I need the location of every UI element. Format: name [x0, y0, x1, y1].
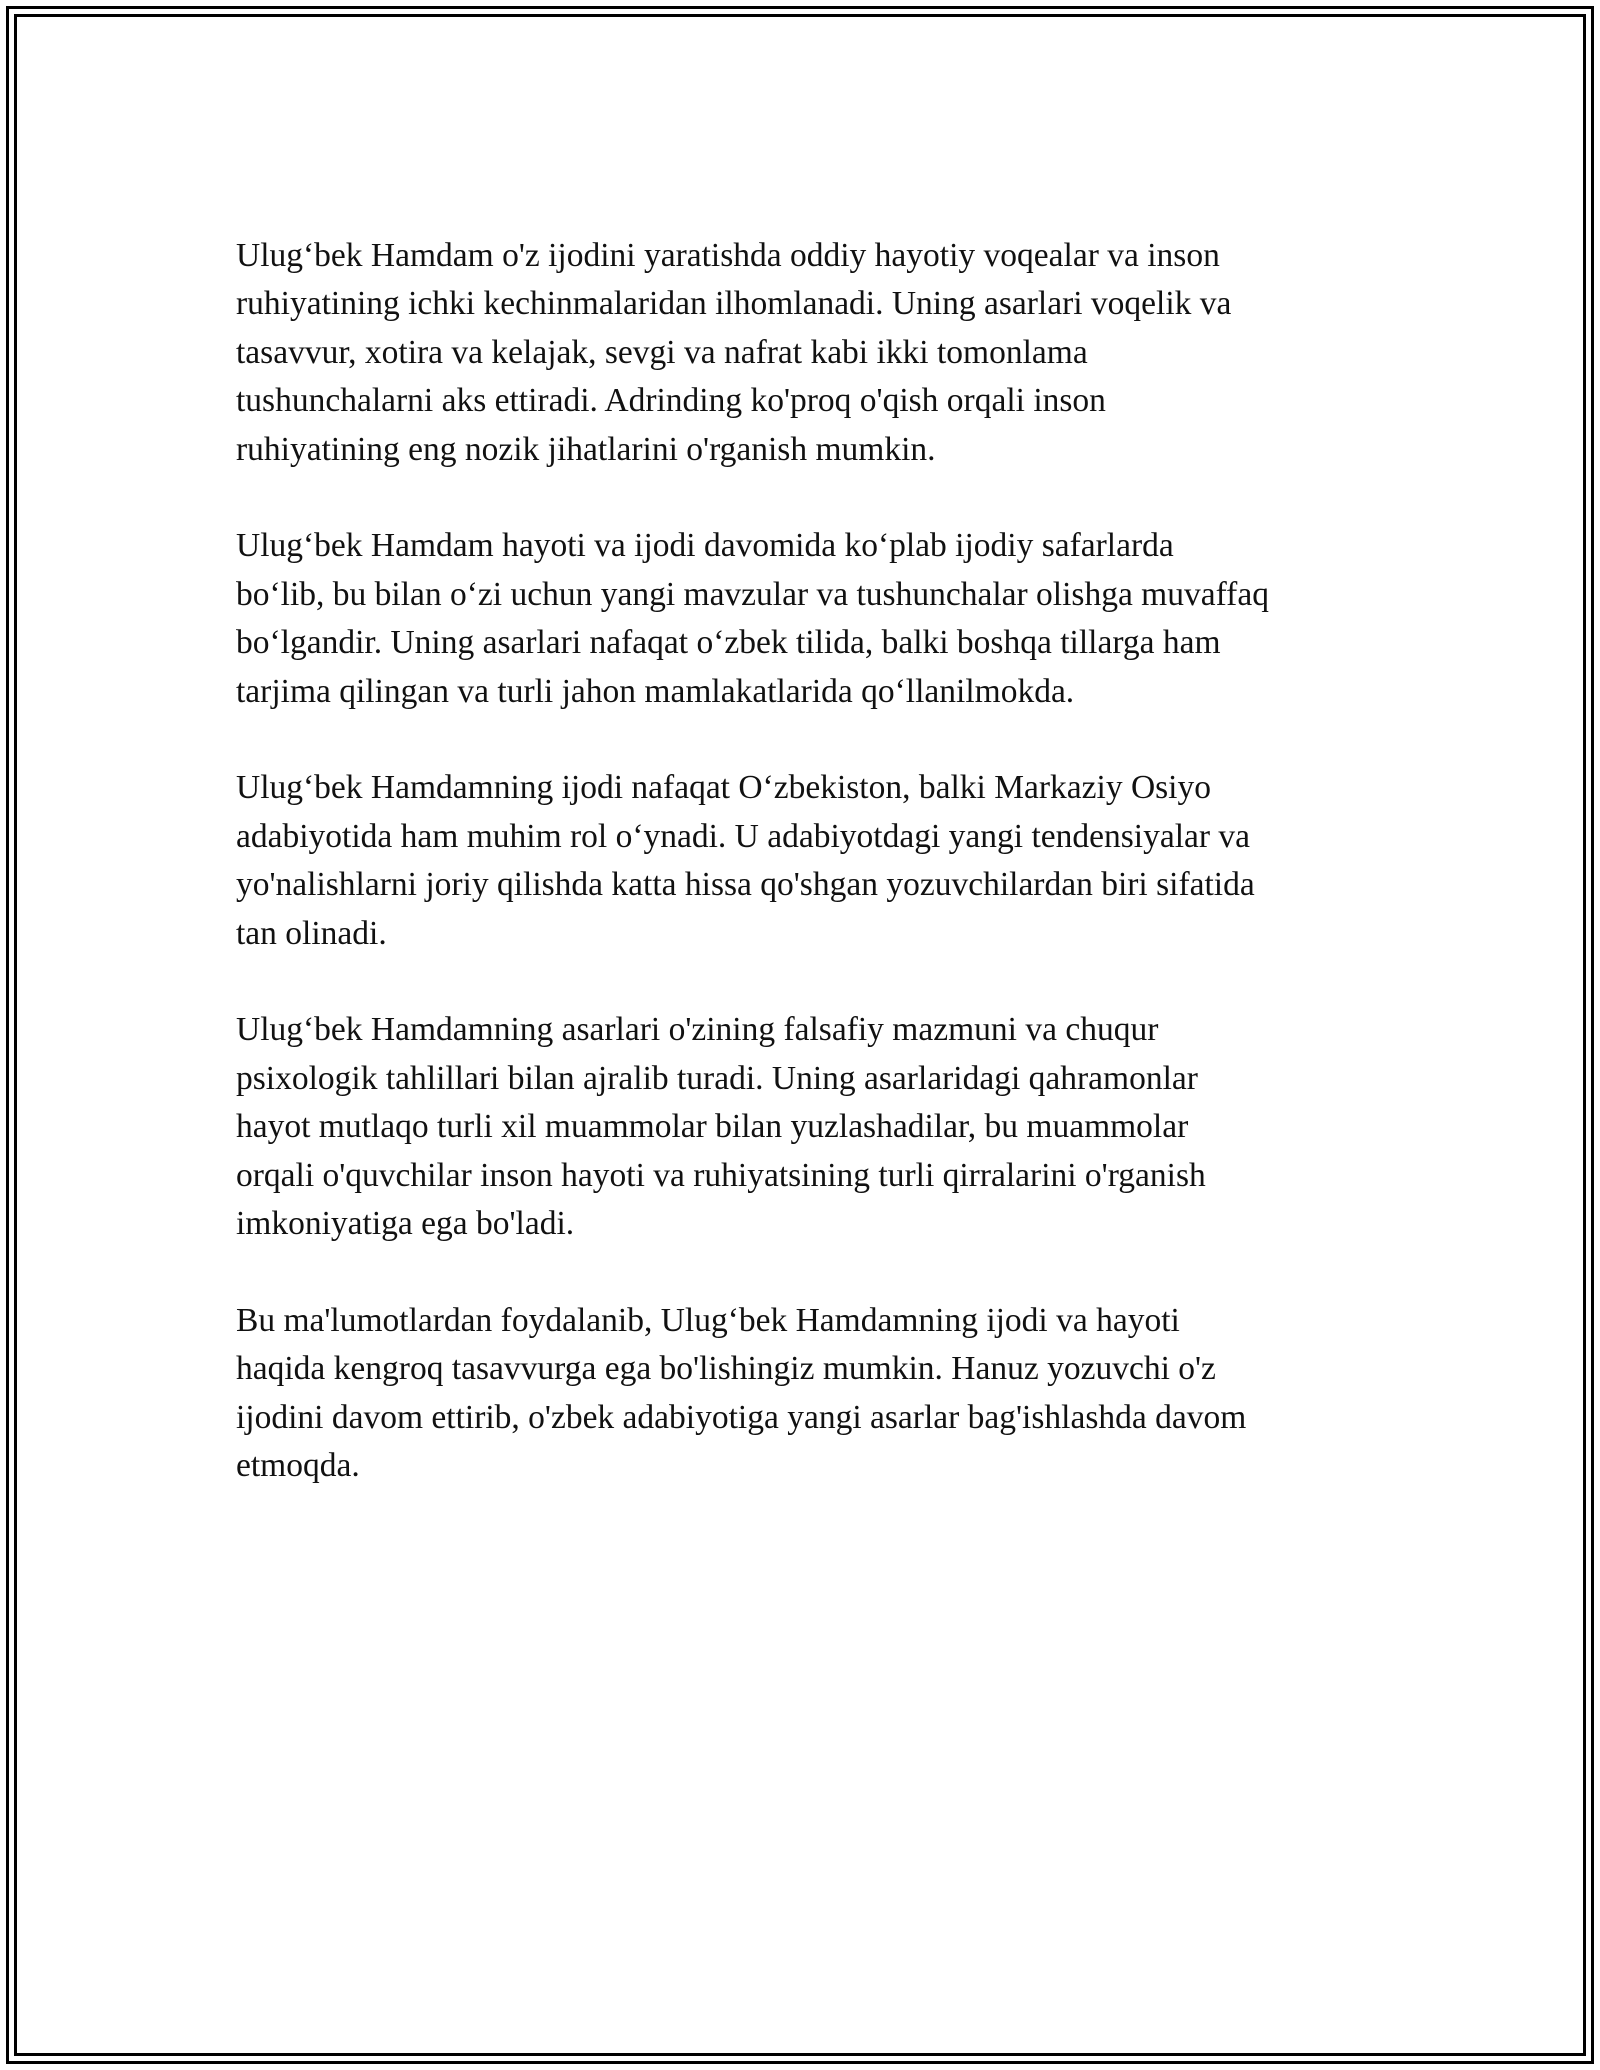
text-line: Ulug‘bek Hamdamning asarlari o'zining falsafiy mazmuni va chuqur [236, 1011, 1159, 1049]
text-line: orqali o'quvchilar inson hayoti va ruhiyatsining turli qirralarini o'rganish [236, 1156, 1206, 1194]
document-body [236, 232, 1386, 1539]
text-line: psixologik tahlillari bilan ajralib turadi. Uning asarlaridagi qahramonlar [236, 1059, 1198, 1097]
text-line: tasavvur, xotira va kelajak, sevgi va nafrat kabi ikki tomonlama [236, 333, 1088, 371]
text-line: bo‘lib, bu bilan o‘zi uchun yangi mavzular va tushunchalar olishga muvaffaq [236, 575, 1269, 613]
text-line: tarjima qilingan va turli jahon mamlakatlarida qo‘llanilmokda. [236, 672, 1075, 710]
text-line: adabiyotida ham muhim rol o‘ynadi. U adabiyotdagi yangi tendensiyalar va [236, 817, 1251, 855]
text-line: imkoniyatiga ega bo'ladi. [236, 1205, 575, 1243]
text-line: hayot mutlaqo turli xil muammolar bilan yuzlashadilar, bu muammolar [236, 1108, 1189, 1146]
paragraph-2 [236, 522, 1386, 716]
paragraph-5 [236, 1297, 1386, 1491]
text-line: etmoqda. [236, 1447, 360, 1485]
text-line: tushunchalarni aks ettiradi. Adrinding ko'proq o'qish orqali inson [236, 382, 1106, 420]
text-line: Ulug‘bek Hamdam o'z ijodini yaratishda oddiy hayotiy voqealar va inson [236, 237, 1220, 274]
text-line: ruhiyatining ichki kechinmalaridan ilhomlanadi. Uning asarlari voqelik va [236, 285, 1232, 323]
text-line: ruhiyatining eng nozik jihatlarini o'rganish mumkin. [236, 430, 936, 468]
text-line: ijodini davom ettirib, o'zbek adabiyotiga yangi asarlar bag'ishlashda davom [236, 1398, 1247, 1436]
text-line: bo‘lgandir. Uning asarlari nafaqat o‘zbek tilida, balki boshqa tillarga ham [236, 624, 1221, 662]
text-line: Ulug‘bek Hamdamning ijodi nafaqat O‘zbekiston, balki Markaziy Osiyo [236, 769, 1211, 807]
paragraph-1 [236, 232, 1386, 474]
text-line: Bu ma'lumotlardan foydalanib, Ulug‘bek Hamdamning ijodi va hayoti [236, 1301, 1180, 1339]
text-line: yo'nalishlarni joriy qilishda katta hissa qo'shgan yozuvchilardan biri sifatida [236, 866, 1255, 904]
text-line: Ulug‘bek Hamdam hayoti va ijodi davomida ko‘plab ijodiy safarlarda [236, 527, 1174, 565]
text-line: haqida kengroq tasavvurga ega bo'lishingiz mumkin. Hanuz yozuvchi o'z [236, 1350, 1216, 1388]
paragraph-3 [236, 764, 1386, 958]
paragraph-4 [236, 1006, 1386, 1248]
text-line: tan olinadi. [236, 914, 387, 952]
